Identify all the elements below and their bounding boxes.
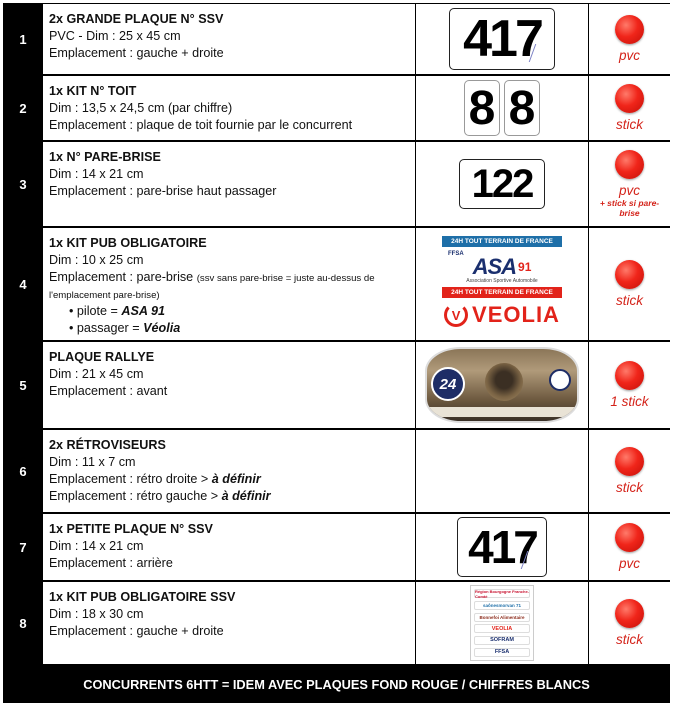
veolia-wordmark: VEOLIA [472, 302, 560, 327]
sponsor-line: saônesmorvan 71 [474, 601, 530, 610]
table-row [3, 581, 670, 665]
row-number: 6 [19, 463, 27, 479]
kit-banner: 24H TOUT TERRAIN DE FRANCE [442, 236, 562, 247]
event-badge: 24 [431, 367, 465, 401]
row-line: Emplacement : gauche + droite [49, 624, 224, 638]
row-description [43, 342, 415, 428]
row-image-empty [416, 430, 588, 512]
material-tag: stick [616, 632, 643, 647]
row-image [416, 4, 588, 74]
plate-number: 122 [471, 161, 533, 206]
mirror-line [49, 471, 409, 488]
row-line: Emplacement : pare-brise haut passager [49, 184, 277, 198]
table-row [3, 3, 670, 75]
red-dot-icon [615, 361, 644, 390]
row-tag [589, 582, 670, 664]
row-title: 2x GRANDE PLAQUE N° SSV [49, 12, 224, 26]
sponsor-strip [427, 407, 577, 417]
red-dot-icon [615, 599, 644, 628]
club-badge [549, 369, 571, 391]
rally-plate-image [425, 347, 579, 423]
roof-digit: 8 [504, 80, 540, 136]
table-row [3, 341, 670, 429]
row-description [43, 4, 415, 74]
row-tag [589, 76, 670, 140]
footer-note: CONCURRENTS 6HTT = IDEM AVEC PLAQUES FOND ROUGE / CHIFFRES BLANCS [83, 677, 590, 692]
row-number: 1 [19, 31, 27, 47]
row-line: Dim : 14 x 21 cm [49, 539, 144, 553]
bullet-value: ASA 91 [121, 304, 166, 318]
row-line: Dim : 21 x 45 cm [49, 367, 144, 381]
material-tag-extra: + stick si pare-brise [599, 198, 660, 218]
list-item [69, 320, 409, 337]
row-number: 8 [19, 615, 27, 631]
material-tag: stick [616, 117, 643, 132]
red-dot-icon [615, 15, 644, 44]
ssv-ad-kit-image [470, 585, 534, 661]
red-dot-icon [615, 84, 644, 113]
row-line: Emplacement : gauche + droite [49, 46, 224, 60]
row-tag [589, 342, 670, 428]
sponsor-line: VEOLIA [474, 624, 530, 633]
material-tag: stick [616, 480, 643, 495]
red-dot-icon [615, 523, 644, 552]
mirror-label: Emplacement : rétro droite > [49, 472, 212, 486]
red-dot-icon [615, 447, 644, 476]
list-item [69, 303, 409, 320]
row-image [416, 76, 588, 140]
driver-photo [485, 363, 523, 401]
row-title: 1x KIT PUB OBLIGATOIRE SSV [49, 590, 236, 604]
kit-banner: 24H TOUT TERRAIN DE FRANCE [442, 287, 562, 298]
mirror-value: à définir [211, 472, 261, 486]
plate-number: 417 [463, 10, 541, 68]
asa-subtitle: Association Sportive Automobile [466, 278, 538, 284]
row-image [416, 228, 588, 340]
placement-note: (ssv sans pare-brise = juste au-dessus de l'emplacement pare-brise) [49, 273, 375, 301]
row-description [43, 228, 415, 340]
row-description [43, 76, 415, 140]
mirror-line [49, 488, 409, 505]
row-title: 1x KIT PUB OBLIGATOIRE [49, 236, 207, 250]
asa-badge: 91 [518, 260, 532, 274]
row-image [416, 342, 588, 428]
placement-text: Emplacement : pare-brise [49, 270, 194, 284]
row-line: Dim : 13,5 x 24,5 cm (par chiffre) [49, 101, 233, 115]
row-line: Dim : 11 x 7 cm [49, 455, 136, 469]
ad-kit-image [440, 236, 564, 332]
sponsor-line: Bonnefoi Alimentaire [474, 613, 530, 622]
row-line: Dim : 10 x 25 cm [49, 253, 144, 267]
row-title: 1x KIT N° TOIT [49, 84, 137, 98]
row-title: 2x RÉTROVISEURS [49, 438, 166, 452]
material-tag: stick [616, 293, 643, 308]
number-plate-image [449, 8, 555, 70]
row-title: 1x N° PARE-BRISE [49, 150, 161, 164]
table-row [3, 429, 670, 513]
row-number: 3 [19, 176, 27, 192]
ffsa-logo: FFSA [448, 251, 464, 257]
table-row [3, 227, 670, 341]
placement-line [49, 269, 409, 303]
row-description [43, 582, 415, 664]
row-description [43, 514, 415, 580]
number-plate-image [459, 159, 545, 209]
sponsor-line: SOFRAM [474, 636, 530, 645]
row-number: 5 [19, 377, 27, 393]
table-row [3, 141, 670, 227]
row-line: Emplacement : plaque de toit fournie par le concurrent [49, 118, 353, 132]
row-tag [589, 430, 670, 512]
row-line: Dim : 18 x 30 cm [49, 607, 144, 621]
mirror-value: à définir [221, 489, 271, 503]
row-image [416, 582, 588, 664]
row-number: 4 [19, 276, 27, 292]
asa-wordmark: ASA [472, 254, 517, 279]
row-line: Emplacement : avant [49, 384, 168, 398]
material-tag: pvc [618, 556, 640, 571]
row-line: Dim : 14 x 21 cm [49, 167, 144, 181]
mirror-label: Emplacement : rétro gauche > [49, 489, 222, 503]
row-tag [589, 228, 670, 340]
sticker-table [3, 3, 670, 703]
red-dot-icon [615, 150, 644, 179]
bullet-label: passager = [76, 321, 144, 335]
sponsor-line: Région Bourgogne Franche-Comté [475, 588, 529, 599]
red-dot-icon [615, 260, 644, 289]
veolia-logo [444, 298, 560, 332]
table-row [3, 513, 670, 581]
roof-digit: 8 [464, 80, 500, 136]
sponsor-line: FFSA [474, 648, 530, 657]
material-tag: pvc [618, 48, 640, 63]
row-image [416, 514, 588, 580]
row-image [416, 142, 588, 226]
bullet-value: Véolia [143, 321, 181, 335]
row-number: 7 [19, 539, 27, 555]
row-title: 1x PETITE PLAQUE N° SSV [49, 522, 213, 536]
bullet-label: pilote = [76, 304, 122, 318]
veolia-icon: V [444, 303, 468, 327]
table-row [3, 75, 670, 141]
row-tag [589, 4, 670, 74]
sponsor-list [69, 303, 409, 337]
row-number: 2 [19, 100, 27, 116]
row-title: PLAQUE RALLYE [49, 350, 155, 364]
row-description [43, 142, 415, 226]
row-line: Emplacement : arrière [49, 556, 173, 570]
number-plate-image [457, 517, 547, 577]
plate-number: 417 [468, 521, 536, 573]
asa-logo [442, 247, 562, 287]
row-line: PVC - Dim : 25 x 45 cm [49, 29, 181, 43]
row-description [43, 430, 415, 512]
row-tag [589, 514, 670, 580]
material-tag: 1 stick [610, 394, 649, 409]
row-tag [589, 142, 670, 226]
material-tag: pvc [618, 183, 640, 198]
